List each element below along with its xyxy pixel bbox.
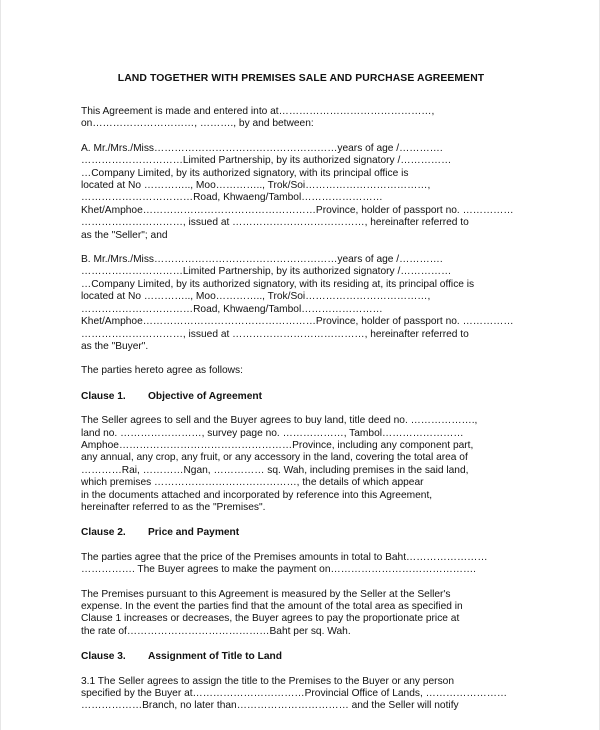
intro-line: This Agreement is made and entered into at………………………………………, [81, 106, 435, 117]
clause-number: Clause 3. [81, 651, 126, 663]
clause-2-line: The parties agree that the price of the Premises amounts in total to Baht…………………… [81, 551, 488, 563]
clause-1-line: which premises ……………………………………, the details of which appear [81, 477, 424, 489]
clause-1-line: Amphoe……………………………………………Province, including any component part, [81, 439, 474, 451]
party-a-line: …………………………Limited Partnership, by its authorized signatory /…………… [81, 155, 452, 167]
clause-2-line: ……………. The Buyer agrees to make the payment on……………………………………. [81, 564, 476, 576]
party-a-line: A. Mr./Mrs./Miss………………………………………………years of age /…………. [81, 142, 443, 154]
clause-1-heading [81, 391, 521, 403]
clause-1-line: hereinafter referred to as the "Premises". [81, 501, 266, 513]
document-body [81, 106, 521, 713]
clause-2-line: Clause 1 increases or decreases, the Buyer agrees to pay the proportionate price at [81, 613, 460, 625]
party-a-line: as the "Seller"; and [81, 229, 168, 241]
party-a-paragraph [81, 143, 521, 242]
clause-3-body [81, 676, 521, 713]
clause-number: Clause 2. [81, 527, 126, 539]
clause-1-line: any annual, any crop, any fruit, or any accessory in the land, covering the total area of [81, 452, 468, 464]
party-b-line: as the "Buyer". [81, 340, 149, 352]
clause-2-line: expense. In the event the parties find that the amount of the total area as specified in [81, 601, 463, 612]
party-b-line: B. Mr./Mrs./Miss………………………………………………years of age /…………. [81, 254, 443, 266]
clause-3-heading [81, 651, 521, 663]
clause-1-line: land no. ……………………, survey page no. ………………, Tambol…………………… [81, 427, 464, 439]
party-b-line: …………………………, issued at …………………………………, hereinafter referred to [81, 328, 469, 340]
document-title: LAND TOGETHER WITH PREMISES SALE AND PURCHASE AGREEMENT [117, 73, 485, 84]
party-b-line: Khet/Amphoe……………………………………………Province, holder of passport no. …………… [81, 316, 514, 328]
clause-3-line: ………………Branch, no later than…………………………… and the Seller will notify [81, 700, 459, 712]
clause-1-line: in the documents attached and incorporated by reference into this Agreement, [81, 489, 433, 501]
clause-1-line: The Seller agrees to sell and the Buyer agrees to buy land, title deed no. ………………., [81, 415, 478, 427]
clause-title: Objective of Agreement [148, 390, 262, 402]
party-b-line: located at No ………….., Moo………….., Trok/Soi………………………………, [81, 291, 431, 303]
clause-number: Clause 1. [81, 390, 126, 402]
clause-3-line: specified by the Buyer at……………………………Provincial Office of Lands, …………………… [81, 688, 508, 700]
party-a-line: …Company Limited, by its authorized signatory, with its principal office is [81, 167, 409, 179]
clause-title: Assignment of Title to Land [148, 651, 282, 663]
clause-3-line: 3.1 The Seller agrees to assign the title to the Premises to the Buyer or any person [81, 675, 454, 687]
clause-2-paragraph-1 [81, 552, 521, 577]
clause-2-line: The Premises pursuant to this Agreement is measured by the Seller at the Seller's [81, 588, 451, 600]
party-b-line: ……………………………Road, Khwaeng/Tambol…………………… [81, 303, 383, 315]
clause-2-heading [81, 527, 521, 539]
parties-agree-text: The parties hereto agree as follows: [81, 365, 243, 377]
clause-1-line: …………Rai, …………Ngan, …………… sq. Wah, including premises in the said land, [81, 464, 469, 476]
intro-line: on…………………………, ………., by and between: [81, 118, 314, 130]
party-b-line: …Company Limited, by its authorized signatory, with its residing at, its principal office is [81, 278, 475, 290]
party-b-line: …………………………Limited Partnership, by its authorized signatory /…………… [81, 266, 452, 278]
party-a-line: …………………………, issued at …………………………………, hereinafter referred to [81, 217, 469, 229]
clause-2-paragraph-2 [81, 589, 521, 639]
party-b-paragraph [81, 254, 521, 353]
clause-title: Price and Payment [148, 527, 240, 539]
clause-1-body [81, 415, 521, 514]
party-a-line: ……………………………Road, Khwaeng/Tambol…………………… [81, 192, 383, 204]
party-a-line: Khet/Amphoe……………………………………………Province, holder of passport no. …………… [81, 204, 514, 216]
clause-2-line: the rate of……………………………………Baht per sq. Wah. [81, 625, 351, 637]
party-a-line: located at No ………….., Moo………….., Trok/Soi………………………………, [81, 180, 431, 192]
